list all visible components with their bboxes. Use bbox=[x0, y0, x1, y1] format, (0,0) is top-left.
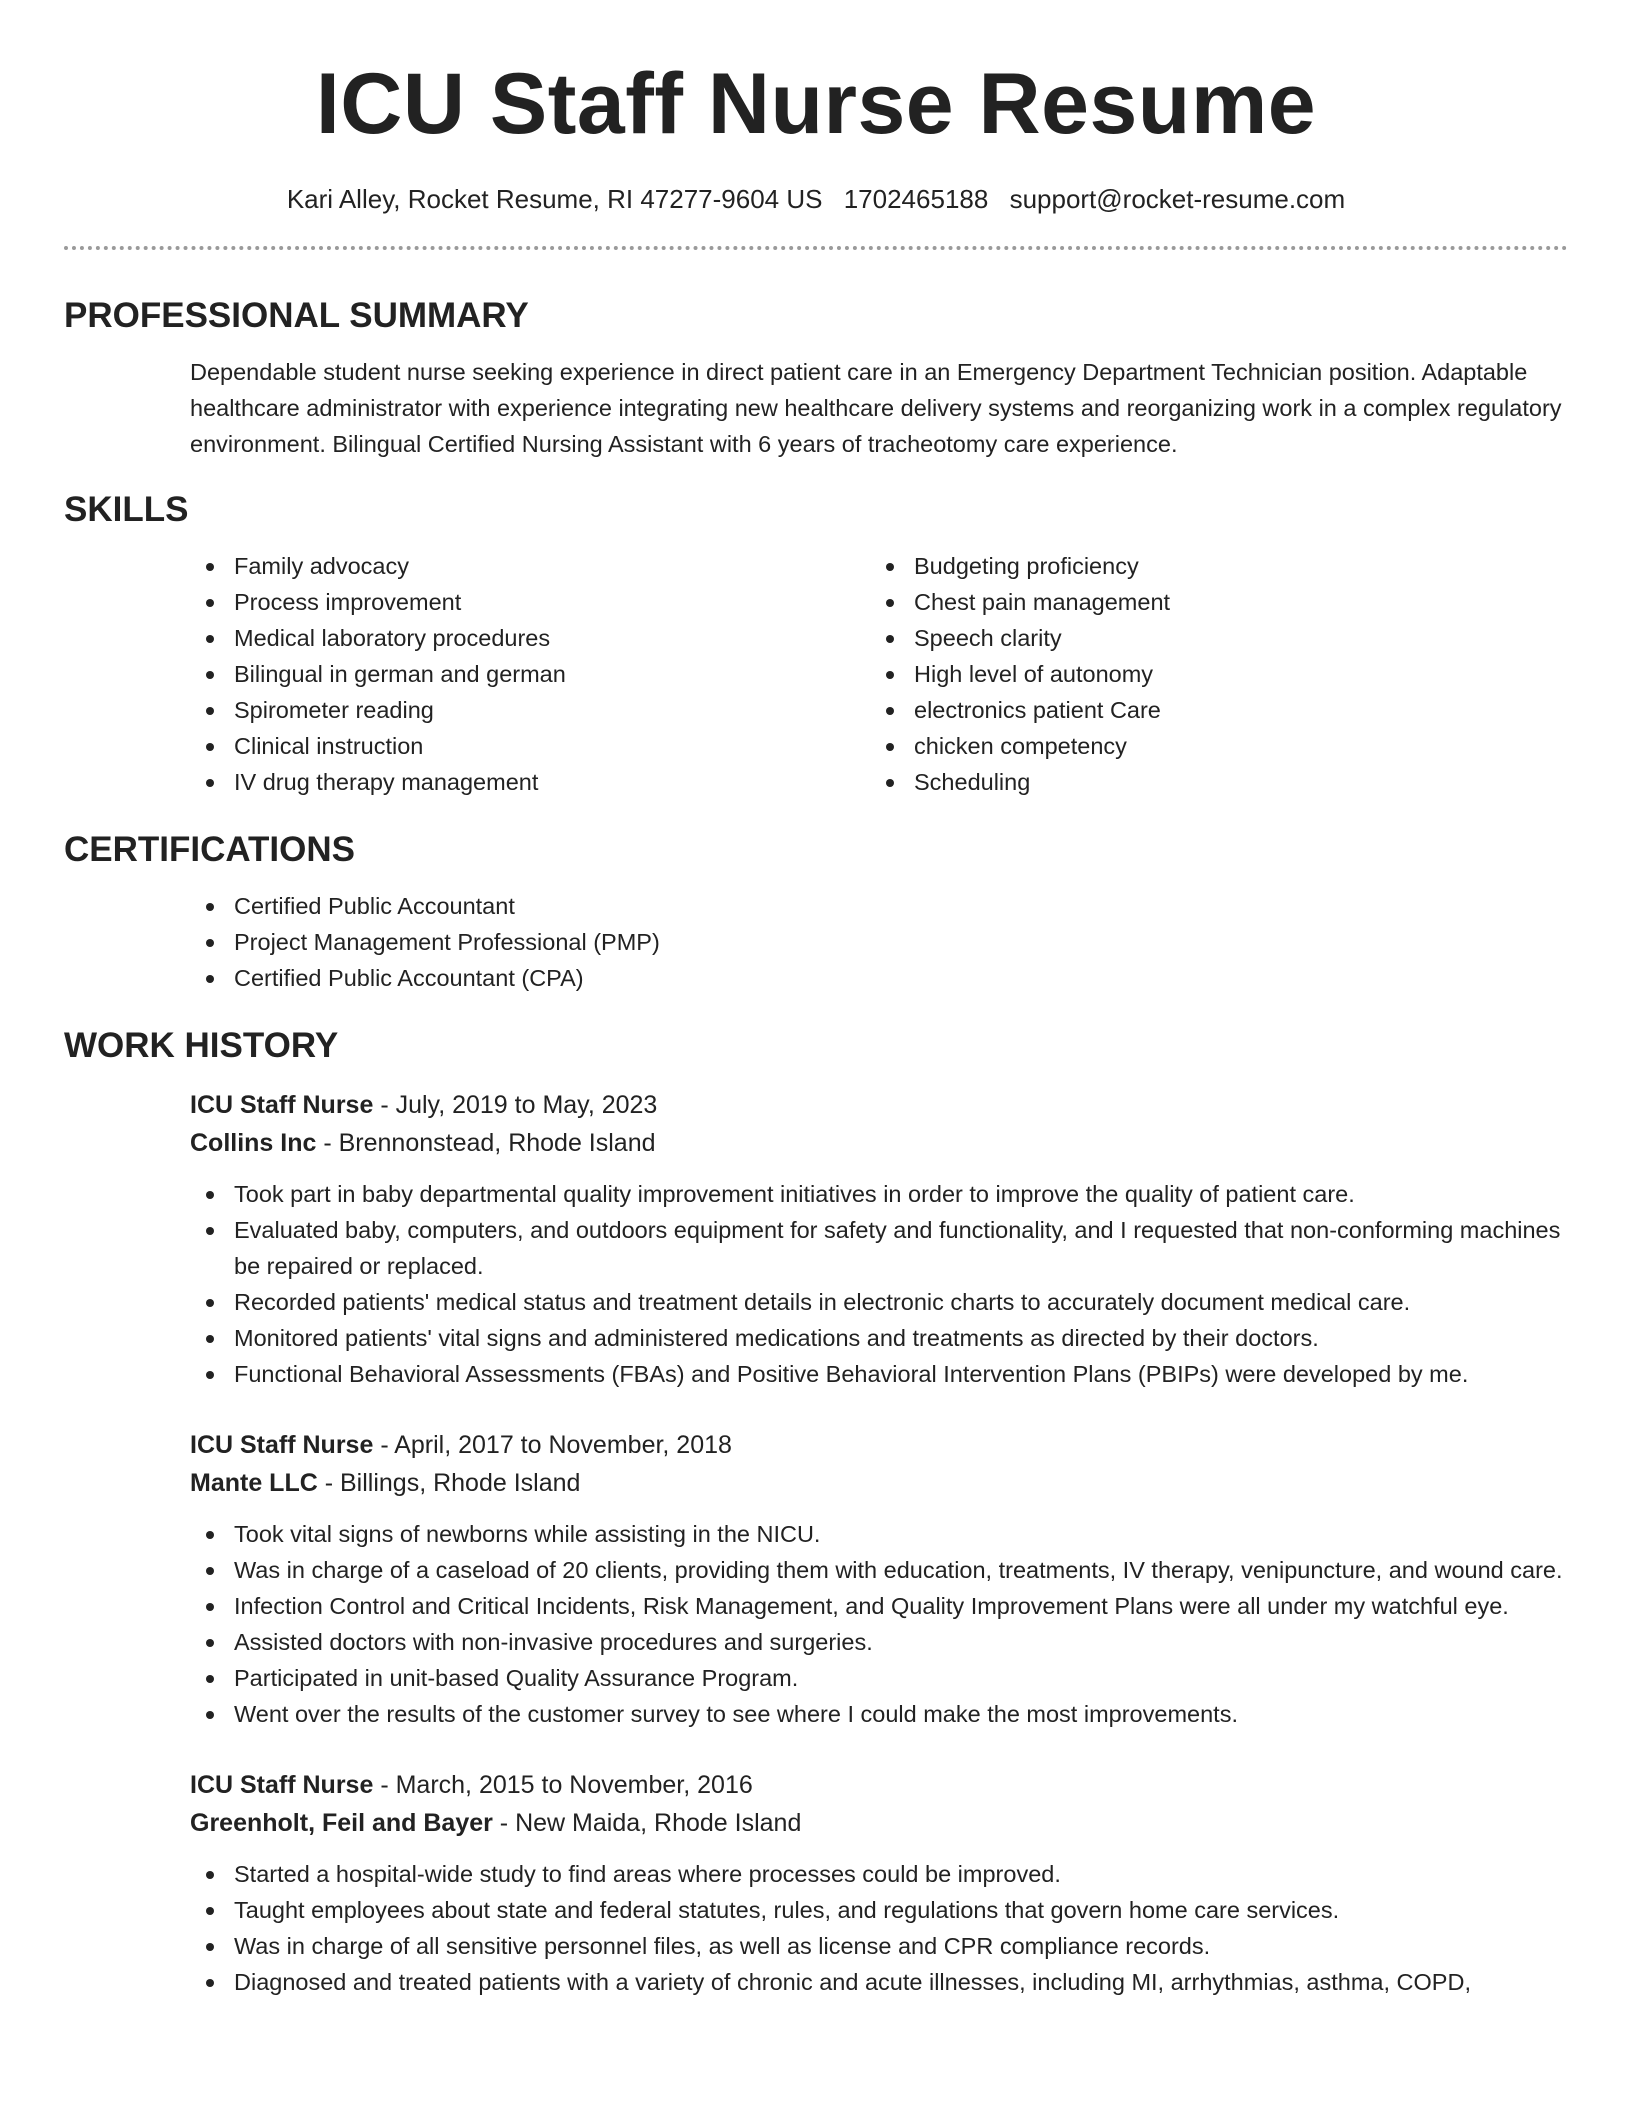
skills-heading: SKILLS bbox=[64, 490, 189, 529]
header-divider bbox=[64, 246, 1568, 250]
contact-address: Kari Alley, Rocket Resume, RI 47277-9604 US bbox=[286, 184, 823, 214]
job-company-line bbox=[190, 1804, 1568, 1842]
certification-item: Certified Public Accountant (CPA) bbox=[190, 960, 1568, 996]
job-duty: Started a hospital-wide study to find areas where processes could be improved. bbox=[190, 1856, 1568, 1892]
skills-column-right bbox=[870, 548, 1550, 800]
job-duty: Was in charge of all sensitive personnel files, as well as license and CPR compliance records. bbox=[190, 1928, 1568, 1964]
job-entry bbox=[190, 1086, 1568, 1392]
certification-item: Certified Public Accountant bbox=[190, 888, 1568, 924]
work-history-heading: WORK HISTORY bbox=[64, 1026, 339, 1065]
summary-text: Dependable student nurse seeking experience in direct patient care in an Emergency Department Technician position. Adaptable healthcare administrator with experience integrating new healthcare delivery systems and reorganizing work in a complex regulatory environment. Bilingual Certified Nursing Assistant with 6 years of tracheotomy care experience. bbox=[190, 359, 1562, 457]
skill-item: Spirometer reading bbox=[190, 692, 870, 728]
resume-title: ICU Staff Nurse Resume bbox=[315, 56, 1317, 152]
job-duty: Went over the results of the customer survey to see where I could make the most improvements. bbox=[190, 1696, 1568, 1732]
skill-item: Medical laboratory procedures bbox=[190, 620, 870, 656]
contact-line bbox=[64, 182, 1568, 216]
skill-item: Family advocacy bbox=[190, 548, 870, 584]
job-duty: Took vital signs of newborns while assisting in the NICU. bbox=[190, 1516, 1568, 1552]
job-title-line bbox=[190, 1086, 1568, 1124]
job-duties-list bbox=[190, 1516, 1568, 1732]
skills-list-left bbox=[190, 548, 870, 800]
section-work-history bbox=[64, 1024, 1568, 2000]
job-title-line bbox=[190, 1766, 1568, 1804]
section-skills bbox=[64, 488, 1568, 800]
job-duty: Functional Behavioral Assessments (FBAs) and Positive Behavioral Intervention Plans (PBIPs) were developed by me. bbox=[190, 1356, 1568, 1392]
skill-item: electronics patient Care bbox=[870, 692, 1550, 728]
certification-item: Project Management Professional (PMP) bbox=[190, 924, 1568, 960]
job-duty: Recorded patients' medical status and treatment details in electronic charts to accurately document medical care. bbox=[190, 1284, 1568, 1320]
job-dates: - March, 2015 to November, 2016 bbox=[373, 1771, 753, 1799]
job-title-line bbox=[190, 1426, 1568, 1464]
job-company: Greenholt, Feil and Bayer bbox=[190, 1809, 493, 1837]
skill-item: High level of autonomy bbox=[870, 656, 1550, 692]
job-location: - Brennonstead, Rhode Island bbox=[316, 1129, 656, 1157]
job-duty: Diagnosed and treated patients with a variety of chronic and acute illnesses, including MI, arrhythmias, asthma, COPD, bbox=[190, 1964, 1568, 2000]
job-duties-list bbox=[190, 1856, 1568, 2000]
job-duty: Assisted doctors with non-invasive procedures and surgeries. bbox=[190, 1624, 1568, 1660]
job-location: - Billings, Rhode Island bbox=[317, 1469, 581, 1497]
skill-item: IV drug therapy management bbox=[190, 764, 870, 800]
job-title: ICU Staff Nurse bbox=[190, 1091, 374, 1119]
skill-item: Budgeting proficiency bbox=[870, 548, 1550, 584]
job-dates: - April, 2017 to November, 2018 bbox=[373, 1431, 732, 1459]
job-duty: Monitored patients' vital signs and administered medications and treatments as directed by their doctors. bbox=[190, 1320, 1568, 1356]
job-entry bbox=[190, 1766, 1568, 2000]
contact-email: support@rocket-resume.com bbox=[1009, 184, 1346, 214]
job-company-line bbox=[190, 1124, 1568, 1162]
certifications-list bbox=[190, 888, 1568, 996]
job-company: Collins Inc bbox=[190, 1129, 317, 1157]
section-certifications bbox=[64, 828, 1568, 996]
skills-column-left bbox=[190, 548, 870, 800]
job-company: Mante LLC bbox=[190, 1469, 318, 1497]
skills-list-right bbox=[870, 548, 1550, 800]
job-title: ICU Staff Nurse bbox=[190, 1431, 374, 1459]
job-location: - New Maida, Rhode Island bbox=[492, 1809, 802, 1837]
job-duty: Participated in unit-based Quality Assurance Program. bbox=[190, 1660, 1568, 1696]
section-summary bbox=[64, 294, 1568, 462]
skill-item: Process improvement bbox=[190, 584, 870, 620]
skill-item: Clinical instruction bbox=[190, 728, 870, 764]
job-company-line bbox=[190, 1464, 1568, 1502]
job-duty: Evaluated baby, computers, and outdoors equipment for safety and functionality, and I requested that non-conforming machines be repaired or replaced. bbox=[190, 1212, 1568, 1284]
job-duty: Took part in baby departmental quality improvement initiatives in order to improve the quality of patient care. bbox=[190, 1176, 1568, 1212]
summary-heading: PROFESSIONAL SUMMARY bbox=[64, 296, 529, 335]
skill-item: Speech clarity bbox=[870, 620, 1550, 656]
job-duty: Infection Control and Critical Incidents, Risk Management, and Quality Improvement Plans were all under my watchful eye. bbox=[190, 1588, 1568, 1624]
skill-item: Scheduling bbox=[870, 764, 1550, 800]
job-duty: Taught employees about state and federal statutes, rules, and regulations that govern home care services. bbox=[190, 1892, 1568, 1928]
skill-item: Bilingual in german and german bbox=[190, 656, 870, 692]
job-entry bbox=[190, 1426, 1568, 1732]
contact-phone: 1702465188 bbox=[843, 184, 989, 214]
job-title: ICU Staff Nurse bbox=[190, 1771, 374, 1799]
skill-item: Chest pain management bbox=[870, 584, 1550, 620]
job-dates: - July, 2019 to May, 2023 bbox=[373, 1091, 658, 1119]
job-duty: Was in charge of a caseload of 20 clients, providing them with education, treatments, IV therapy, venipuncture, and wound care. bbox=[190, 1552, 1568, 1588]
skills-grid bbox=[190, 548, 1568, 800]
skill-item: chicken competency bbox=[870, 728, 1550, 764]
job-duties-list bbox=[190, 1176, 1568, 1392]
certifications-heading: CERTIFICATIONS bbox=[64, 830, 356, 869]
